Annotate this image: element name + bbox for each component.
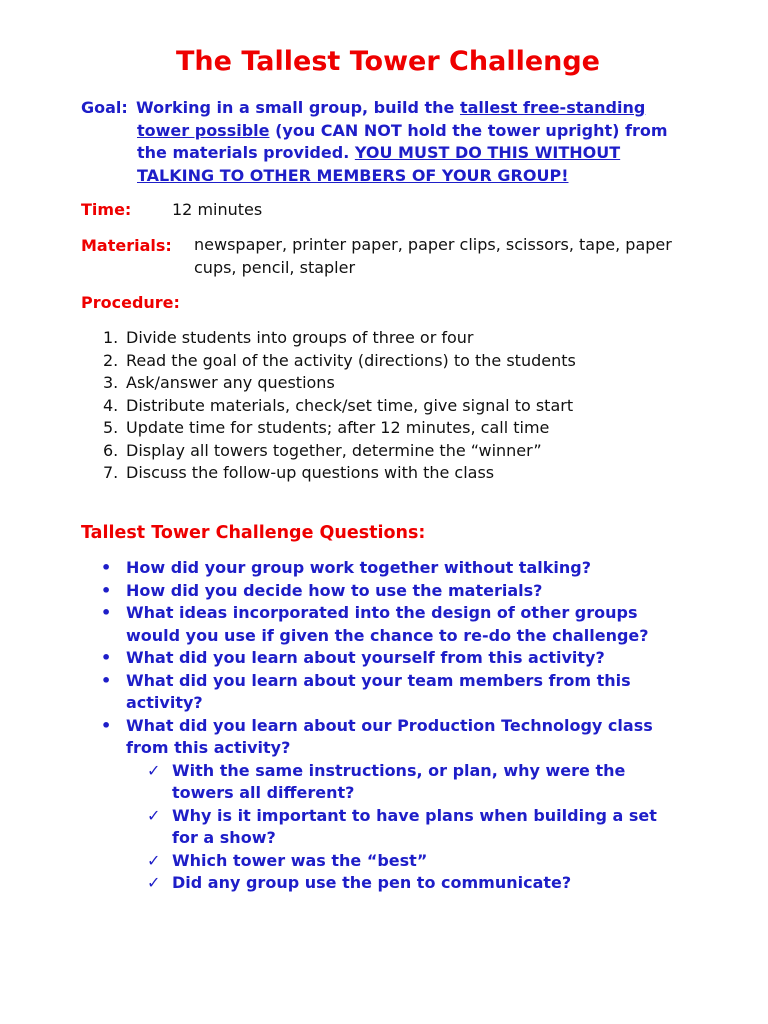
follow-up-item: [126, 850, 681, 873]
goal-text: [137, 97, 697, 187]
follow-up-item: [126, 872, 681, 895]
procedure-step: [81, 395, 576, 418]
question-text: How did your group work together without talking?: [126, 558, 591, 577]
question-item: [81, 557, 681, 580]
step-text: Read the goal of the activity (directions) to the students: [126, 350, 576, 370]
question-text: What did you learn about our Production Technology class from this activity?: [126, 715, 653, 757]
step-number: 7.: [103, 463, 119, 482]
follow-up-text: Did any group use the pen to communicate?: [172, 873, 572, 892]
procedure-step: [81, 350, 576, 373]
follow-up-text: Which tower was the “best”: [172, 850, 428, 870]
goal-lead: Working in a small group, build the: [136, 98, 455, 117]
step-number: 4.: [103, 395, 119, 415]
step-number: 2.: [103, 350, 119, 370]
time-value: 12 minutes: [172, 200, 263, 219]
procedure-steps: [81, 327, 576, 485]
follow-up-item: [126, 760, 681, 805]
step-number: 3.: [103, 373, 119, 392]
materials-value: newspaper, printer paper, paper clips, scissors, tape, paper cups, pencil, stapler: [194, 235, 672, 277]
follow-up-text: Why is it important to have plans when building a set for a show?: [172, 805, 657, 847]
bullet-icon: •: [101, 648, 112, 667]
question-text: How did you decide how to use the materials?: [126, 580, 543, 600]
page-title: The Tallest Tower Challenge: [176, 46, 600, 77]
materials-label: Materials:: [81, 236, 172, 255]
bullet-icon: •: [101, 603, 112, 622]
procedure-label: Procedure:: [81, 293, 180, 312]
step-text: Display all towers together, determine the “winner”: [126, 440, 542, 460]
procedure-step: [81, 417, 576, 440]
questions-heading: Tallest Tower Challenge Questions:: [81, 523, 426, 543]
bullet-icon: •: [101, 715, 112, 735]
step-number: 5.: [103, 418, 119, 437]
step-text: Discuss the follow-up questions with the class: [126, 463, 495, 482]
goal-middle: (you CAN NOT hold the tower upright) from the materials provided.: [137, 120, 668, 162]
question-item: [81, 647, 681, 670]
procedure-step: [81, 327, 576, 350]
question-text: What did you learn about your team members from this activity?: [126, 670, 631, 712]
bullet-icon: •: [101, 558, 112, 577]
step-number: 1.: [103, 328, 119, 347]
follow-up-item: [126, 805, 681, 850]
time-label: Time:: [81, 200, 132, 219]
question-text: What ideas incorporated into the design of other groups would you use if given the chance to re-do the challenge?: [126, 603, 649, 645]
goal-emphasis-no-talking: YOU MUST DO THIS WITHOUT TALKING TO OTHER MEMBERS OF YOUR GROUP!: [137, 143, 621, 185]
follow-up-list: [126, 760, 681, 895]
questions-list: [81, 557, 681, 895]
step-text: Ask/answer any questions: [126, 373, 335, 392]
checkmark-icon: ✓: [147, 850, 161, 870]
question-item: [81, 715, 681, 895]
step-text: Update time for students; after 12 minutes, call time: [126, 418, 550, 437]
step-text: Distribute materials, check/set time, give signal to start: [126, 395, 574, 415]
procedure-step: [81, 372, 576, 395]
goal-emphasis-tower: tallest free-standing tower possible: [137, 98, 646, 140]
checkmark-icon: ✓: [147, 873, 161, 892]
question-text: What did you learn about yourself from this activity?: [126, 648, 605, 667]
procedure-step: [81, 440, 576, 463]
goal-label: Goal:: [81, 98, 128, 117]
question-item: [81, 670, 681, 715]
question-item: [81, 602, 681, 647]
follow-up-text: With the same instructions, or plan, why were the towers all different?: [172, 760, 626, 802]
step-number: 6.: [103, 440, 119, 460]
bullet-icon: •: [101, 670, 112, 690]
procedure-step: [81, 462, 576, 485]
bullet-icon: •: [101, 580, 112, 600]
question-item: [81, 580, 681, 603]
checkmark-icon: ✓: [147, 760, 161, 780]
step-text: Divide students into groups of three or four: [126, 328, 474, 347]
checkmark-icon: ✓: [147, 805, 161, 825]
